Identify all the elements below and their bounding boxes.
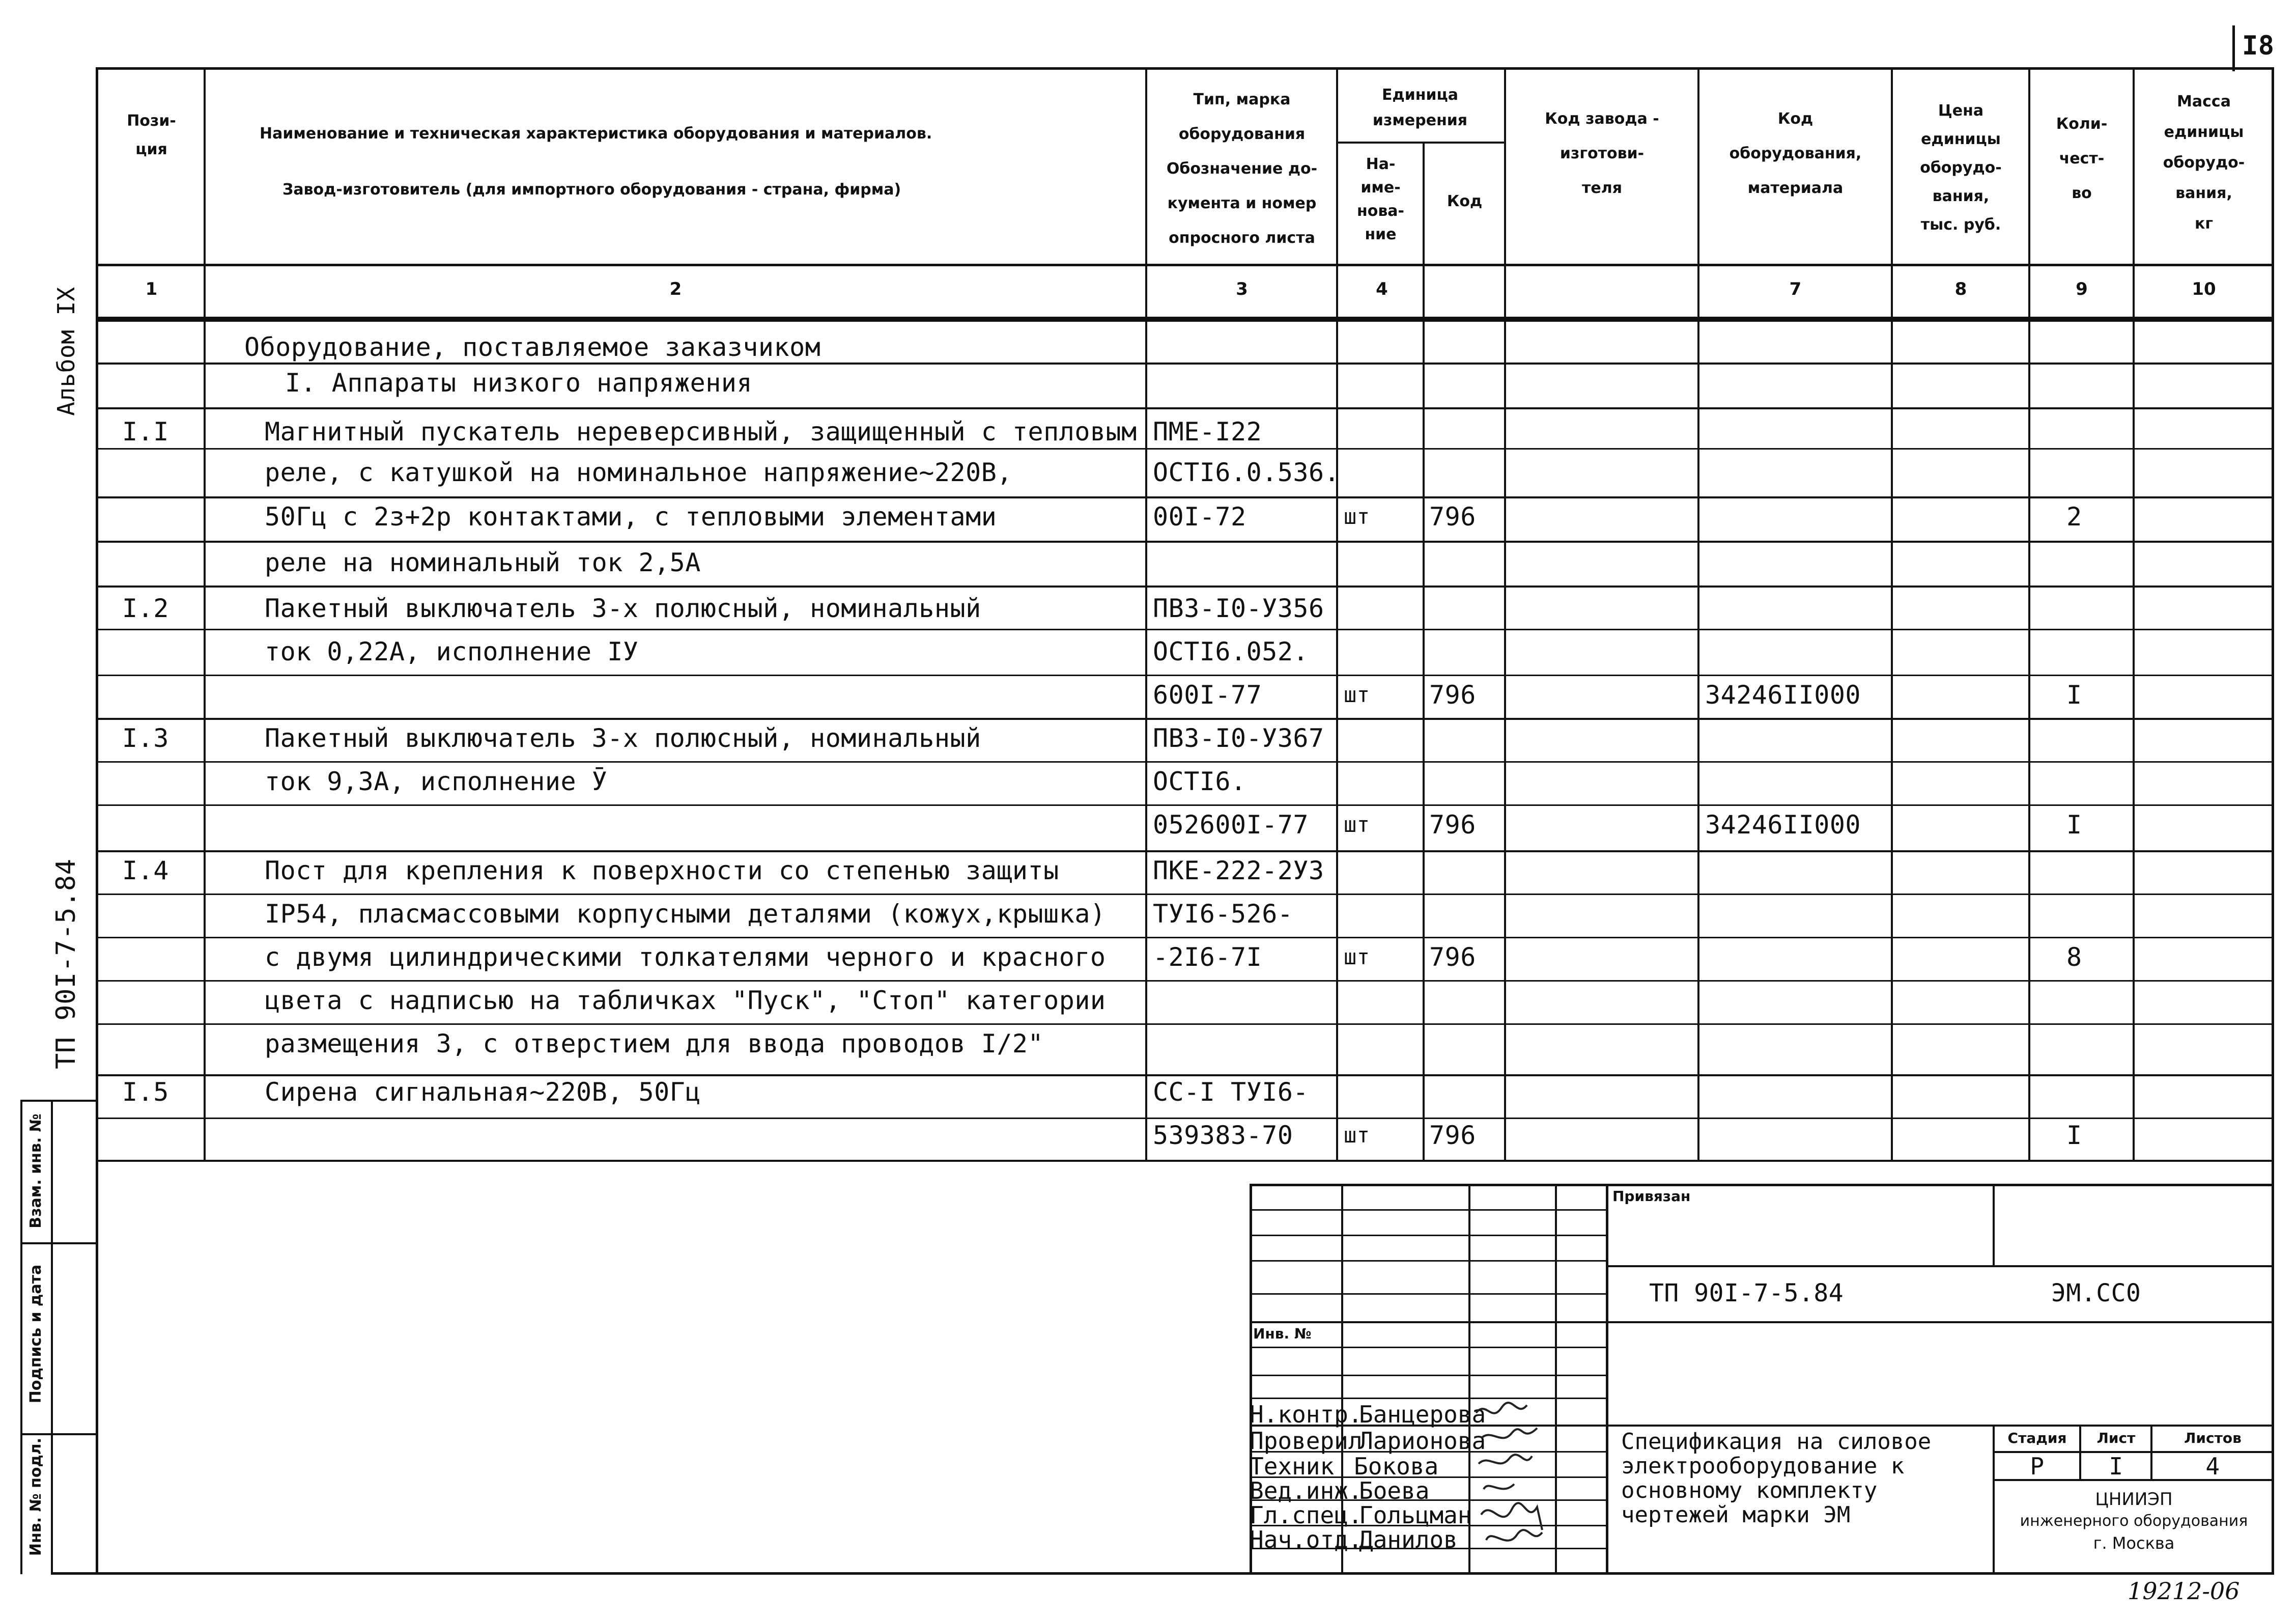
tb-staff-role-5: Гл.спец. — [1250, 1501, 1363, 1529]
tb-stage-col-2 — [2150, 1425, 2152, 1481]
tb-row-6 — [1250, 1347, 1606, 1348]
row-line — [96, 320, 2274, 322]
cell-type: 539383-70 — [1153, 1121, 1293, 1150]
colnum-3: 3 — [1236, 279, 1248, 299]
row-line — [96, 804, 2274, 806]
cell-name: реле, с катушкой на номинальное напряжение~220В, — [265, 458, 1012, 487]
cell-quantity: I — [2066, 680, 2082, 710]
cell-type: ТУI6-526- — [1153, 899, 1293, 929]
tb-staff-role-1: Н.контр. — [1250, 1401, 1363, 1428]
stamp-replace-label: Взам. инв. № — [27, 1113, 45, 1229]
vline-after-unit — [1423, 142, 1425, 1162]
cell-name: 50Гц с 2з+2р контактами, с тепловыми элементами — [265, 502, 997, 532]
tb-right-row-1 — [1606, 1265, 2274, 1267]
cell-equipment-code: 34246II000 — [1705, 680, 1861, 710]
cell-type: 00I-72 — [1153, 502, 1246, 532]
cell-name: I. Аппараты низкого напряжения — [285, 368, 753, 398]
row-line — [96, 1074, 2274, 1076]
header-bottom-line — [96, 264, 2274, 266]
colnum-4: 4 — [1376, 279, 1388, 299]
cell-type: ОСТI6.052. — [1153, 637, 1309, 666]
unit-group-line — [1336, 142, 1504, 144]
tb-row-1 — [1250, 1209, 1606, 1211]
tb-org-line1: ЦНИИЭП — [2095, 1489, 2173, 1510]
archive-number: 19212-06 — [2128, 1577, 2240, 1605]
cell-unit: шт — [1344, 812, 1370, 837]
cell-position: I.5 — [122, 1077, 169, 1107]
row-line — [96, 496, 2274, 498]
sheet-number: I8 — [2242, 31, 2275, 61]
cell-name: Сирена сигнальная~220В, 50Гц — [265, 1077, 701, 1107]
tb-row-7 — [1250, 1375, 1606, 1376]
row-line — [96, 541, 2274, 543]
album-label: Альбом IX — [52, 287, 80, 416]
tb-staff-name-3: Бокова — [1354, 1453, 1439, 1480]
colnum-10: 10 — [2192, 279, 2216, 299]
cell-quantity: 8 — [2066, 942, 2082, 972]
cell-type: ОСТI6. — [1153, 767, 1246, 796]
stamp-inv-label: Инв. № подл. — [27, 1437, 45, 1556]
tb-staff-role-2: Проверил — [1250, 1427, 1363, 1455]
cell-type: ОСТI6.0.536. — [1153, 458, 1340, 487]
row-line — [96, 407, 2274, 409]
cell-unit: шт — [1344, 682, 1370, 707]
tb-staff-role-4: Вед.инж. — [1250, 1477, 1363, 1504]
cell-unit-code: 796 — [1429, 680, 1476, 710]
cell-name: с двумя цилиндрическими толкателями черного и красного — [265, 942, 1106, 972]
cell-name: ток 9,3А, исполнение Ӯ — [265, 767, 608, 796]
cell-type: ПМЕ-I22 — [1153, 417, 1262, 447]
row-line — [96, 761, 2274, 763]
vline-after-pos — [204, 67, 206, 1162]
tb-sheets-value: 4 — [2205, 1453, 2220, 1480]
cell-type: ПВЗ-I0-У367 — [1153, 723, 1324, 753]
stamp-strip-left — [20, 1100, 22, 1574]
tb-document-title: Спецификация на силовое электрооборудование к основному комплекту чертежей марки ЭМ — [1621, 1429, 1932, 1528]
cell-type: ПКЕ-222-2УЗ — [1153, 856, 1324, 885]
vline-after-factory — [1697, 67, 1699, 1162]
frame-bottom-border — [51, 1572, 2274, 1575]
tb-org-line2: инженерного оборудования — [2020, 1512, 2248, 1530]
row-line — [96, 362, 2274, 365]
cell-unit: шт — [1344, 1123, 1370, 1148]
cell-unit: шт — [1344, 944, 1370, 969]
frame-left-border — [96, 67, 98, 1574]
tb-right-col-1 — [1993, 1184, 1995, 1265]
row-line — [96, 1118, 2274, 1119]
cell-quantity: I — [2066, 810, 2082, 840]
vline-after-eqcode — [1891, 67, 1893, 1162]
tb-sheets-label: Листов — [2184, 1430, 2242, 1446]
tb-staff-name-6: Данилов — [1359, 1526, 1458, 1553]
tb-staff-role-6: Нач.отд. — [1250, 1526, 1363, 1553]
cell-name: Пакетный выключатель 3-х полюсный, номинальный — [265, 594, 981, 623]
row-line — [96, 585, 2274, 588]
tb-row-5 — [1250, 1321, 2274, 1323]
cell-name: Пост для крепления к поверхности со степенью защиты — [265, 856, 1059, 885]
header-position: Пози- ция — [127, 112, 176, 158]
cell-name: размещения 3, с отверстием для ввода проводов I/2" — [265, 1029, 1044, 1058]
cell-name: Магнитный пускатель нереверсивный, защищенный с тепловым — [265, 417, 1137, 447]
row-line — [96, 718, 2274, 720]
tb-staff-role-3: Техник — [1250, 1453, 1335, 1480]
cell-unit-code: 796 — [1429, 942, 1476, 972]
frame-top-border — [96, 67, 2274, 70]
tb-row-3 — [1250, 1260, 1606, 1262]
cell-position: I.2 — [122, 594, 169, 623]
table-bottom-line — [96, 1160, 2274, 1162]
tb-doc-mark: ЭМ.СС0 — [2051, 1279, 2141, 1307]
header-equipment-code: Код оборудования, материала — [1729, 110, 1862, 197]
row-line — [96, 850, 2274, 852]
stamp-strip-mid — [51, 1100, 53, 1574]
cell-type: -2I6-7I — [1153, 942, 1262, 972]
cell-name: IP54, пласмассовыми корпусными деталями (кожух,крышка) — [265, 899, 1106, 929]
header-unit-group: Единица измерения — [1372, 86, 1468, 129]
header-name-line2: Завод-изготовитель (для импортного оборудования - страна, фирма) — [282, 181, 901, 199]
tb-stage-value: Р — [2030, 1453, 2045, 1480]
header-mass: Масса единицы оборудо- вания, кг — [2163, 93, 2245, 233]
cell-name: реле на номинальный ток 2,5А — [265, 548, 701, 577]
row-line — [96, 980, 2274, 982]
colnum-1: 1 — [145, 279, 158, 299]
cell-unit-code: 796 — [1429, 502, 1476, 532]
tb-staff-name-2: Ларионова — [1359, 1427, 1486, 1455]
tb-staff-name-5: Гольцман — [1359, 1501, 1472, 1529]
colnum-2: 2 — [669, 279, 682, 299]
tb-right-col-2 — [1993, 1425, 1995, 1575]
vline-after-name — [1145, 67, 1147, 1162]
header-name-line1: Наименование и техническая характеристика оборудования и материалов. — [260, 125, 932, 143]
tb-row-4 — [1250, 1293, 1606, 1295]
cell-unit-code: 796 — [1429, 1121, 1476, 1150]
cell-unit: шт — [1344, 504, 1370, 529]
stamp-sign-label: Подпись и дата — [27, 1264, 45, 1404]
header-unit-code: Код — [1447, 192, 1483, 210]
tb-inv-label: Инв. № — [1253, 1325, 1312, 1342]
tb-stage-col-1 — [2079, 1425, 2081, 1481]
cell-position: I.I — [122, 417, 169, 447]
colnum-9: 9 — [2076, 279, 2088, 299]
cell-position: I.3 — [122, 723, 169, 753]
header-factory-code: Код завода - изготови- теля — [1545, 110, 1659, 197]
tb-top-line — [1250, 1184, 2274, 1186]
row-line — [96, 675, 2274, 676]
row-line — [96, 448, 2274, 450]
cell-unit-code: 796 — [1429, 810, 1476, 840]
cell-name: Пакетный выключатель 3-х полюсный, номинальный — [265, 723, 981, 753]
colnum-8: 8 — [1954, 279, 1967, 299]
vline-after-type — [1336, 67, 1338, 1162]
row-line — [96, 937, 2274, 938]
cell-type: СС-I ТУI6- — [1153, 1077, 1309, 1107]
sheet-number-divider — [2232, 25, 2235, 71]
cell-type: 052600I-77 — [1153, 810, 1309, 840]
tb-staff-name-1: Банцерова — [1359, 1401, 1486, 1428]
tb-org-line3: г. Москва — [2093, 1533, 2175, 1553]
tb-sheet-label: Лист — [2096, 1430, 2136, 1446]
tb-stage-label: Стадия — [2007, 1430, 2067, 1446]
tb-sheet-value: I — [2109, 1453, 2123, 1480]
header-unit-name: На- име- нова- ние — [1356, 155, 1405, 243]
tb-mid-line — [1606, 1184, 1608, 1575]
cell-name: Оборудование, поставляемое заказчиком — [244, 332, 821, 362]
signatures-image — [1471, 1398, 1603, 1573]
cell-type: ПВЗ-I0-У356 — [1153, 594, 1324, 623]
row-line — [96, 629, 2274, 630]
vline-after-qty — [2133, 67, 2135, 1162]
tb-staff-name-4: Боева — [1359, 1477, 1430, 1504]
colnum-7: 7 — [1789, 279, 1802, 299]
row-line — [96, 894, 2274, 895]
vline-after-code — [1504, 67, 1506, 1162]
cell-position: I.4 — [122, 856, 169, 885]
vline-after-price — [2028, 67, 2030, 1162]
cell-quantity: 2 — [2066, 502, 2082, 532]
cell-equipment-code: 34246II000 — [1705, 810, 1861, 840]
tb-doc-code: ТП 90I-7-5.84 — [1649, 1279, 1844, 1307]
header-quantity: Коли- чест- во — [2056, 115, 2108, 202]
cell-quantity: I — [2066, 1121, 2082, 1150]
header-type: Тип, марка оборудования Обозначение до- кумента и номер опросного листа — [1166, 91, 1318, 247]
tb-bound-label: Привязан — [1612, 1188, 1691, 1205]
tb-row-2 — [1250, 1235, 1606, 1236]
cell-name: цвета с надписью на табличках "Пуск", "Стоп" категории — [265, 986, 1106, 1015]
cell-type: 600I-77 — [1153, 680, 1262, 710]
project-side-label: ТП 90I-7-5.84 — [51, 858, 81, 1069]
cell-name: ток 0,22А, исполнение IУ — [265, 637, 639, 666]
header-price: Цена единицы оборудо- вания, тыс. руб. — [1920, 102, 2002, 234]
row-line — [96, 1023, 2274, 1025]
